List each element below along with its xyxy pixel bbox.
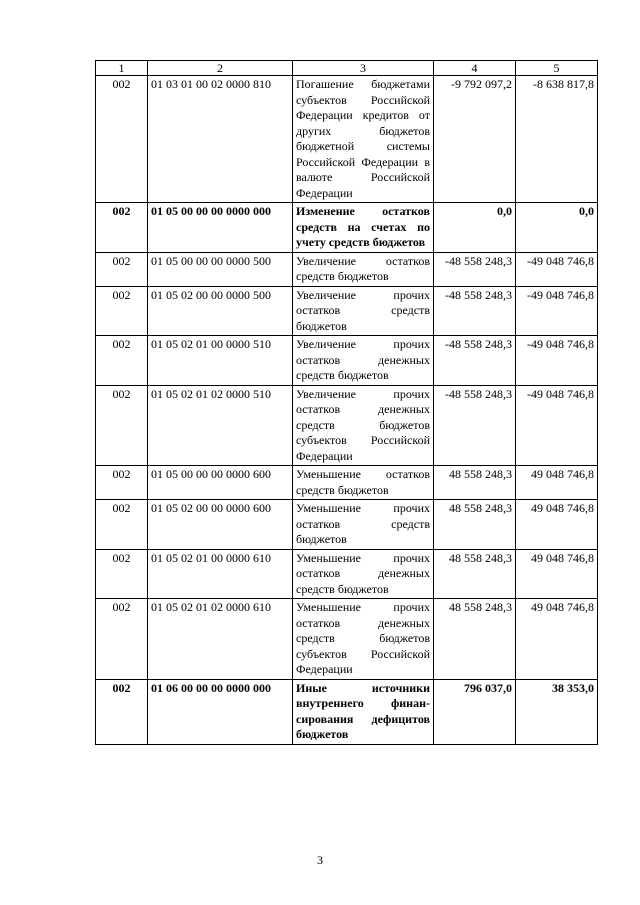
row-code: 002 <box>96 549 148 599</box>
row-name: Уменьшение прочих остатков денежных средств бюджетов <box>293 549 434 599</box>
table-row <box>96 549 598 599</box>
row-kbk-code: 01 03 01 00 02 0000 810 <box>148 76 293 203</box>
row-value-col5: 49 048 746,8 <box>516 599 598 680</box>
row-value-col5: 49 048 746,8 <box>516 500 598 550</box>
row-value-col4: 48 558 248,3 <box>434 549 516 599</box>
budget-sources-table <box>95 60 598 745</box>
row-kbk-code: 01 05 02 01 00 0000 610 <box>148 549 293 599</box>
row-name: Уменьшение прочих остатков денежных средств бюджетов субъектов Российской Федерации <box>293 599 434 680</box>
row-code: 002 <box>96 203 148 253</box>
table-row <box>96 336 598 386</box>
table-row <box>96 466 598 500</box>
row-name: Погашение бюджетами субъектов Российской Федерации кредитов от других бюджетов бюджетной системы Российской Федерации в валюте Российской Федерации <box>293 76 434 203</box>
row-code: 002 <box>96 679 148 744</box>
row-name: Изменение остатков средств на счетах по учету средств бюджетов <box>293 203 434 253</box>
row-name: Уменьшение прочих остатков средств бюджетов <box>293 500 434 550</box>
row-kbk-code: 01 05 00 00 00 0000 000 <box>148 203 293 253</box>
row-value-col5: -8 638 817,8 <box>516 76 598 203</box>
row-value-col5: -49 048 746,8 <box>516 252 598 286</box>
row-code: 002 <box>96 599 148 680</box>
row-value-col4: -48 558 248,3 <box>434 336 516 386</box>
row-value-col4: 0,0 <box>434 203 516 253</box>
row-code: 002 <box>96 336 148 386</box>
row-value-col5: 38 353,0 <box>516 679 598 744</box>
row-value-col4: 796 037,0 <box>434 679 516 744</box>
row-value-col4: 48 558 248,3 <box>434 599 516 680</box>
table-row <box>96 679 598 744</box>
header-col-2: 2 <box>148 61 293 76</box>
row-code: 002 <box>96 500 148 550</box>
row-name: Увеличение прочих остатков денежных средств бюджетов <box>293 336 434 386</box>
row-value-col4: -9 792 097,2 <box>434 76 516 203</box>
row-value-col4: -48 558 248,3 <box>434 385 516 466</box>
row-kbk-code: 01 05 02 01 02 0000 510 <box>148 385 293 466</box>
table-row <box>96 385 598 466</box>
row-name: Увеличение остатков средств бюджетов <box>293 252 434 286</box>
page-number: 3 <box>317 853 323 867</box>
row-value-col4: 48 558 248,3 <box>434 466 516 500</box>
table-row <box>96 252 598 286</box>
row-value-col5: -49 048 746,8 <box>516 385 598 466</box>
row-value-col4: -48 558 248,3 <box>434 286 516 336</box>
row-value-col4: -48 558 248,3 <box>434 252 516 286</box>
row-kbk-code: 01 06 00 00 00 0000 000 <box>148 679 293 744</box>
row-value-col5: -49 048 746,8 <box>516 286 598 336</box>
row-code: 002 <box>96 76 148 203</box>
row-kbk-code: 01 05 02 01 00 0000 510 <box>148 336 293 386</box>
row-kbk-code: 01 05 02 01 02 0000 610 <box>148 599 293 680</box>
row-value-col5: 49 048 746,8 <box>516 549 598 599</box>
row-kbk-code: 01 05 00 00 00 0000 600 <box>148 466 293 500</box>
row-value-col5: -49 048 746,8 <box>516 336 598 386</box>
header-row <box>96 61 598 76</box>
row-kbk-code: 01 05 02 00 00 0000 500 <box>148 286 293 336</box>
row-kbk-code: 01 05 02 00 00 0000 600 <box>148 500 293 550</box>
header-col-3: 3 <box>293 61 434 76</box>
row-name: Увеличение прочих остатков средств бюджетов <box>293 286 434 336</box>
header-col-5: 5 <box>516 61 598 76</box>
table-row <box>96 286 598 336</box>
header-col-4: 4 <box>434 61 516 76</box>
table-row <box>96 203 598 253</box>
row-name: Уменьшение остатков средств бюджетов <box>293 466 434 500</box>
table-row <box>96 76 598 203</box>
row-value-col5: 0,0 <box>516 203 598 253</box>
row-code: 002 <box>96 385 148 466</box>
row-code: 002 <box>96 286 148 336</box>
row-code: 002 <box>96 252 148 286</box>
row-name: Иные источники внутреннего финансирования дефицитов бюджетов <box>293 679 434 744</box>
row-kbk-code: 01 05 00 00 00 0000 500 <box>148 252 293 286</box>
row-code: 002 <box>96 466 148 500</box>
row-value-col4: 48 558 248,3 <box>434 500 516 550</box>
row-value-col5: 49 048 746,8 <box>516 466 598 500</box>
table-row <box>96 500 598 550</box>
header-col-1: 1 <box>96 61 148 76</box>
table-row <box>96 599 598 680</box>
row-name: Увеличение прочих остатков денежных средств бюджетов субъектов Российской Федерации <box>293 385 434 466</box>
